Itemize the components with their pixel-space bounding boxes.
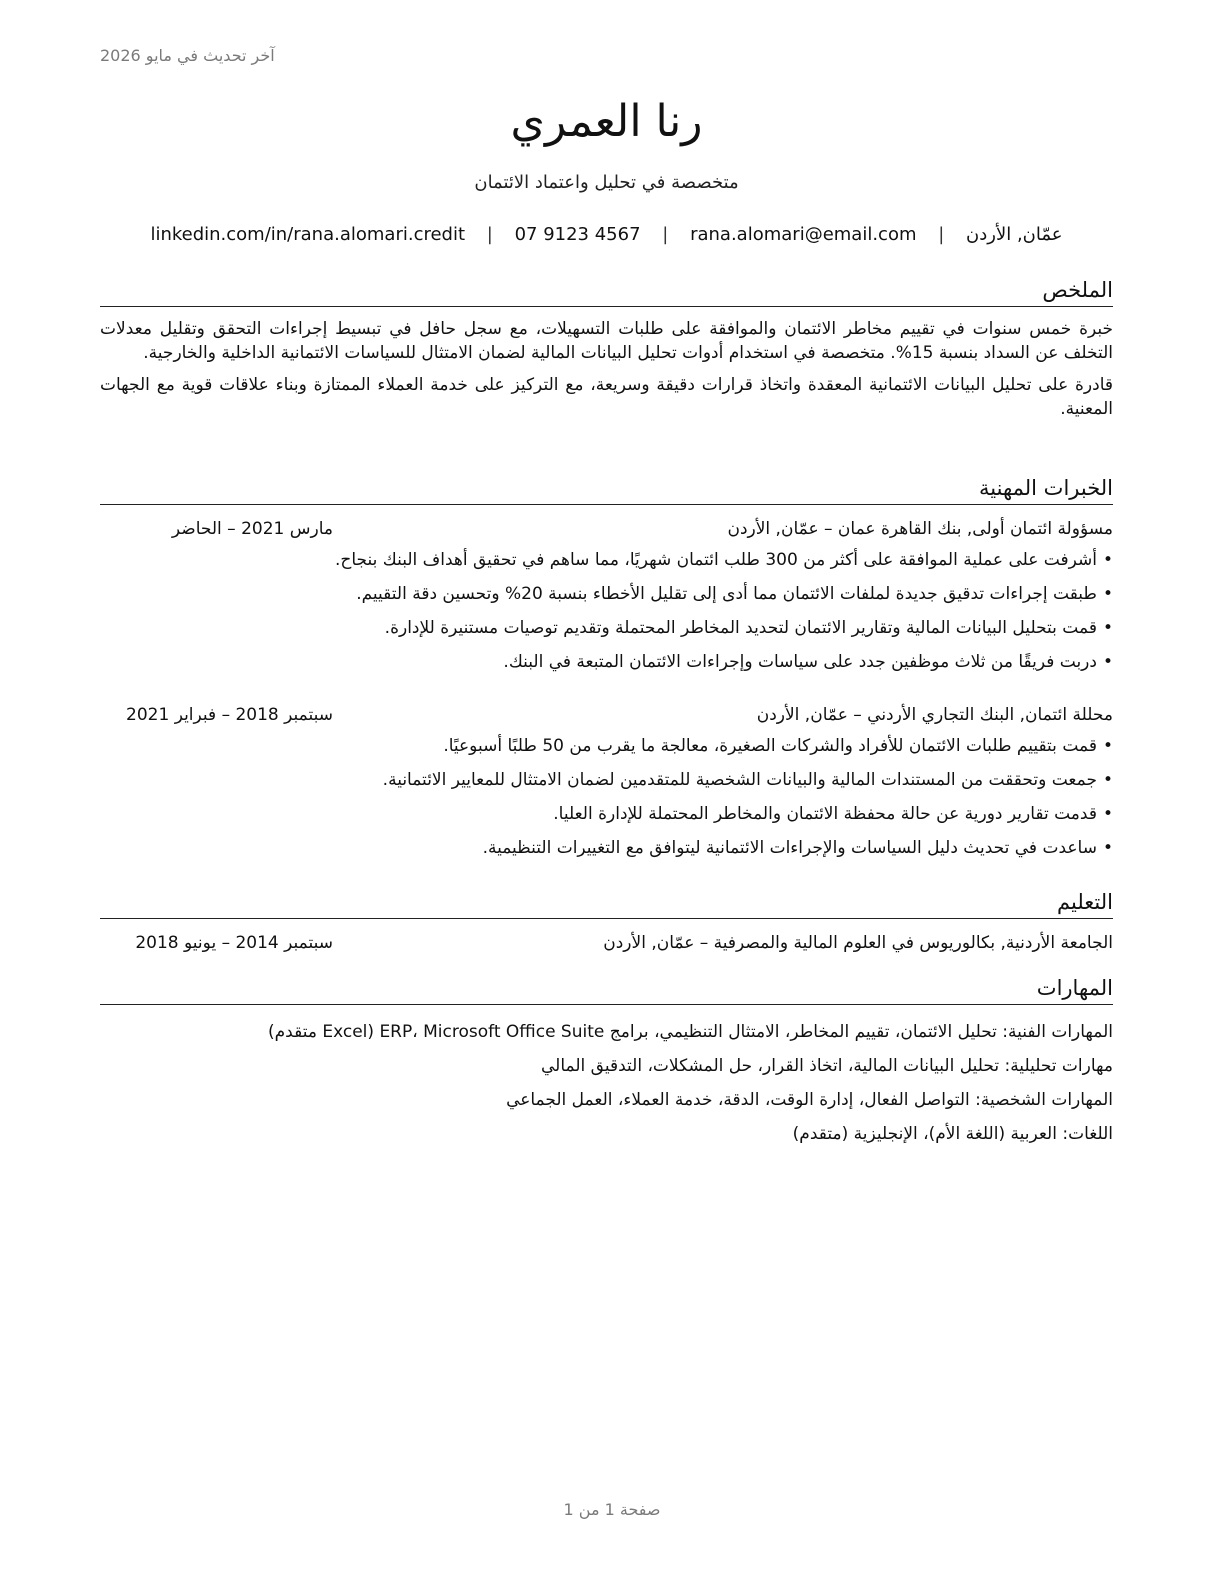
contact-line [100,222,1113,248]
summary-title: الملخص [100,276,1113,307]
job-header [100,515,1113,543]
page-number: صفحة 1 من 1 [563,1500,661,1519]
contact-linkedin[interactable]: linkedin.com/in/rana.alomari.credit [150,224,466,245]
education-entry [100,929,1113,957]
job-bullets [100,729,1113,865]
list-item: •دربت فريقًا من ثلاث موظفين جدد على سياسات وإجراءات الائتمان المتبعة في البنك. [503,652,1113,672]
job-dates: مارس 2021 – الحاضر [171,519,333,539]
list-item: •أشرفت على عملية الموافقة على أكثر من 300 طلب ائتمان شهريًا، مما ساهم في تحقيق أهداف البنك بنجاح. [334,550,1113,570]
experience-title: الخبرات المهنية [100,474,1113,505]
contact-location: عمّان, الأردن [966,224,1063,245]
job-entry [100,701,1113,865]
list-item: •جمعت وتحققت من المستندات المالية والبيانات الشخصية للمتقدمين لضمان الامتثال للمعايير الائتمانية. [382,770,1113,790]
job-bullets [100,543,1113,679]
last-updated-note: آخر تحديث في مايو 2026 [100,46,275,65]
summary-section [100,276,1113,429]
contact-email[interactable]: rana.alomari@email.com [690,224,917,245]
skill-line: اللغات: العربية (اللغة الأم)، الإنجليزية (متقدم) [792,1124,1113,1144]
contact-separator: | [662,224,669,245]
list-item: •قمت بتحليل البيانات المالية وتقارير الائتمان لتحديد المخاطر المحتملة وتقديم توصيات مستنيرة للإدارة. [384,618,1113,638]
education-dates: سبتمبر 2014 – يونيو 2018 [135,933,333,953]
list-item: •ساعدت في تحديث دليل السياسات والإجراءات الائتمانية ليتوافق مع التغييرات التنظيمية. [482,838,1113,858]
job-entry [100,515,1113,679]
education-section [100,888,1113,957]
candidate-tagline: متخصصة في تحليل واعتماد الائتمان [474,172,739,193]
skill-line: مهارات تحليلية: تحليل البيانات المالية، اتخاذ القرار، حل المشكلات، التدقيق المالي [540,1056,1113,1076]
skill-line: المهارات الفنية: تحليل الائتمان، تقييم المخاطر، الامتثال التنظيمي، برامج ERP، Microsoft Office Suite (Excel متقدم) [268,1022,1113,1042]
list-item: •قمت بتقييم طلبات الائتمان للأفراد والشركات الصغيرة، معالجة ما يقرب من 50 طلبًا أسبوعيًا. [443,736,1113,756]
job-header [100,701,1113,729]
list-item: •قدمت تقارير دورية عن حالة محفظة الائتمان والمخاطر المحتملة للإدارة العليا. [553,804,1113,824]
summary-paragraph: خبرة خمس سنوات في تقييم مخاطر الائتمان والموافقة على طلبات التسهيلات، مع سجل حافل في تبسيط إجراءات التحقق وتقليل معدلات التخلف عن السداد بنسبة 15%. متخصصة في استخدام أدوات تحليل البيانات المالية لضمان الامتثال للسياسات الائتمانية الداخلية والخارجية. [100,319,1113,363]
list-item: •طبقت إجراءات تدقيق جديدة لملفات الائتمان مما أدى إلى تقليل الأخطاء بنسبة 20% وتحسين دقة التقييم. [356,584,1113,604]
job-dates: سبتمبر 2018 – فبراير 2021 [126,705,333,725]
contact-phone[interactable]: 07 9123 4567 [514,224,641,245]
job-title: مسؤولة ائتمان أولى, بنك القاهرة عمان – عمّان, الأردن [727,519,1113,539]
summary-paragraph: قادرة على تحليل البيانات الائتمانية المعقدة واتخاذ قرارات دقيقة وسريعة، مع التركيز على خدمة العملاء الممتازة وبناء علاقات قوية مع الجهات المعنية. [100,375,1113,419]
experience-section [100,474,1113,865]
contact-separator: | [486,224,493,245]
skill-line: المهارات الشخصية: التواصل الفعال، إدارة الوقت، الدقة، خدمة العملاء، العمل الجماعي [506,1090,1113,1110]
education-heading: الجامعة الأردنية, بكالوريوس في العلوم المالية والمصرفية – عمّان, الأردن [603,933,1113,953]
candidate-name: رنا العمري [510,96,703,147]
skills-title: المهارات [100,974,1113,1005]
contact-separator: | [938,224,945,245]
skills-section [100,974,1113,1151]
job-title: محللة ائتمان, البنك التجاري الأردني – عمّان, الأردن [756,705,1113,725]
education-title: التعليم [100,888,1113,919]
